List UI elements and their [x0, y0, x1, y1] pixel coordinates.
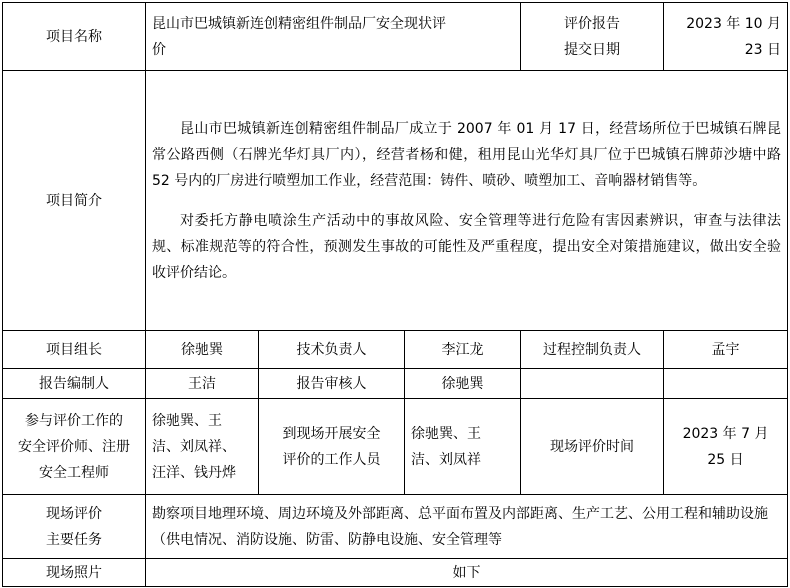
project-intro-label: 项目简介	[3, 71, 146, 331]
tasks-label-line-1: 现场评价	[46, 505, 102, 522]
report-date-label	[521, 3, 664, 71]
tasks-label	[3, 495, 146, 559]
project-name-line-2: 价	[152, 41, 166, 58]
onsite-staff-label	[259, 399, 405, 495]
tech-value: 李江龙	[405, 331, 521, 369]
participants-names-line-1: 徐驰巽、王	[152, 412, 222, 429]
onsite-time-line-1: 2023 年 7 月	[682, 425, 769, 442]
onsite-staff-label-line-2: 评价的工作人员	[282, 451, 381, 468]
photos-row	[3, 559, 788, 587]
author-label: 报告编制人	[3, 369, 146, 399]
project-name-value	[146, 3, 521, 71]
participants-row	[3, 399, 788, 495]
report-date-label-line-2: 提交日期	[564, 41, 621, 58]
empty-cell-1	[521, 369, 664, 399]
report-date-line-1: 2023 年 10 月	[686, 15, 782, 32]
tasks-row	[3, 495, 788, 559]
participants-names	[146, 399, 259, 495]
photos-label: 现场照片	[3, 559, 146, 587]
process-value: 孟宇	[664, 331, 788, 369]
participants-names-line-2: 洁、刘凤祥、	[152, 438, 236, 455]
onsite-time-line-2: 25 日	[707, 451, 744, 468]
report-date-label-line-1: 评价报告	[564, 15, 621, 32]
onsite-time-value	[664, 399, 788, 495]
intro-paragraph-1: 昆山市巴城镇新连创精密组件制品厂成立于 2007 年 01 月 17 日，经营场所位于巴城镇石牌昆常公路西侧（石牌光华灯具厂内），经营者杨和健，租用昆山光华灯具厂位于巴城镇石牌茆沙塘中路 52 号内的厂房进行喷塑加工作业，经营范围：铸件、喷砂、喷塑加工、音响器材销售等。	[152, 120, 782, 189]
onsite-staff-label-line-1: 到现场开展安全	[282, 425, 381, 442]
intro-paragraph-2: 对委托方静电喷涂生产活动中的事故风险、安全管理等进行危险有害因素辨识，审查与法律法规、标准规范等的符合性，预测发生事故的可能性及严重程度，提出安全对策措施建议，做出安全验收评价结论。	[152, 212, 782, 281]
onsite-staff-line-1: 徐驰巽、王	[411, 425, 481, 442]
tasks-label-line-2: 主要任务	[46, 531, 102, 548]
leader-value: 徐驰巽	[146, 331, 259, 369]
report-date-value	[664, 3, 788, 71]
photos-value: 如下	[146, 559, 788, 587]
author-value: 王洁	[146, 369, 259, 399]
project-name-row	[3, 3, 788, 71]
empty-cell-2	[664, 369, 788, 399]
onsite-staff-line-2: 洁、刘凤祥	[411, 451, 481, 468]
onsite-time-label: 现场评价时间	[521, 399, 664, 495]
project-name-label: 项目名称	[3, 3, 146, 71]
participants-label-line-3: 安全工程师	[39, 464, 109, 481]
participants-label-line-2: 安全评价师、注册	[18, 438, 130, 455]
onsite-staff-names	[405, 399, 521, 495]
team-row-1	[3, 331, 788, 369]
team-row-2	[3, 369, 788, 399]
project-name-line-1: 昆山市巴城镇新连创精密组件制品厂安全现状评	[152, 15, 446, 32]
participants-names-line-3: 汪洋、钱丹烨	[152, 464, 236, 481]
process-label: 过程控制负责人	[521, 331, 664, 369]
report-date-line-2: 23 日	[744, 41, 782, 58]
project-intro-text	[146, 71, 788, 331]
participants-label-line-1: 参与评价工作的	[25, 412, 123, 429]
tech-label: 技术负责人	[259, 331, 405, 369]
project-info-table	[2, 2, 788, 587]
participants-label	[3, 399, 146, 495]
project-intro-row	[3, 71, 788, 331]
tasks-text: 勘察项目地理环境、周边环境及外部距离、总平面布置及内部距离、生产工艺、公用工程和辅助设施（供电情况、消防设施、防雷、防静电设施、安全管理等	[146, 495, 788, 559]
reviewer-label: 报告审核人	[259, 369, 405, 399]
reviewer-value: 徐驰巽	[405, 369, 521, 399]
leader-label: 项目组长	[3, 331, 146, 369]
